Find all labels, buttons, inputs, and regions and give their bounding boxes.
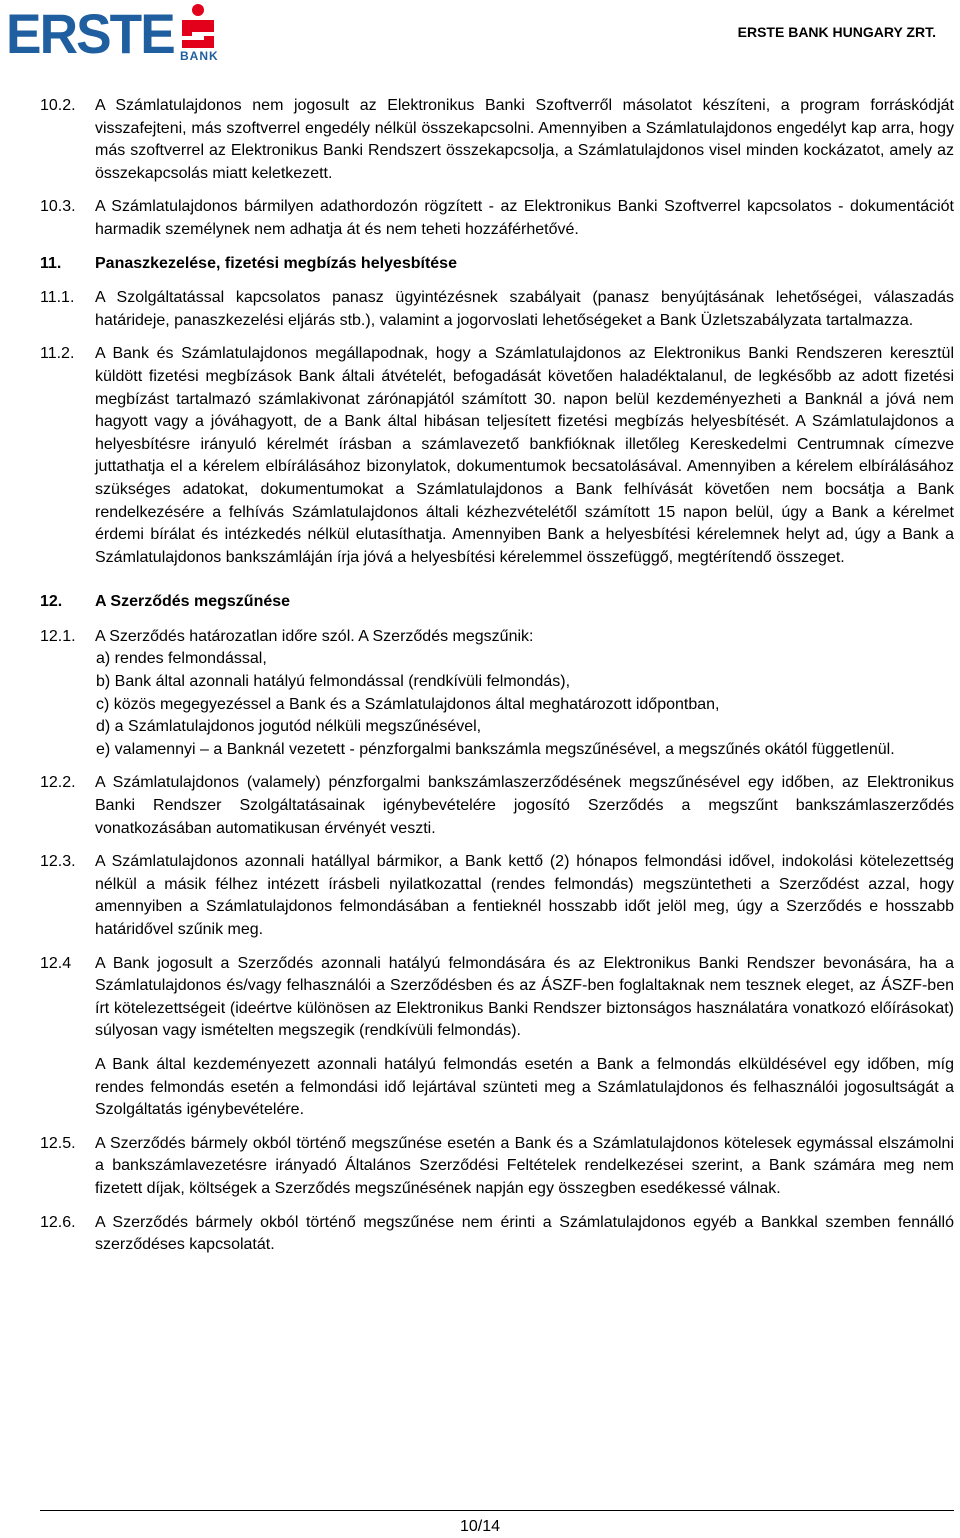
heading-title: A Szerződés megszűnése bbox=[95, 593, 291, 611]
clause-text: A Számlatulajdonos azonnali hatállyal bármikor, a Bank kettő (2) hónapos felmondási idővel, indokolási kötelezettség nélkül a másik félhez intézett írásbeli nyilatkozattal (rendes felmondás) megszüntetheti a Szerződést azzal, hogy amennyiben a Számlatulajdonos felmondásában a fentieknél hosszabb időt jelöl meg, úgy a Szerződés e hosszabb határidővel szűnik meg. bbox=[95, 853, 954, 938]
clause-12-6 bbox=[40, 1212, 954, 1257]
footer-divider bbox=[40, 1510, 954, 1511]
list-item: c) közös megegyezéssel a Bank és a Számlatulajdonos által meghatározott időpontban, bbox=[96, 695, 720, 713]
clause-text: A Számlatulajdonos nem jogosult az Elektronikus Banki Szoftverről másolatot készíteni, a program forráskódját visszafejteni, más szoftverrel engedély nélkül összekapcsolni. Amennyiben a Számlatulajdonos engedélyt kap arra, hogy más szoftverrel az Elektronikus Banki Rendszert összekapcsolja, a Számlatulajdonos visel minden kockázatot, amely az összekapcsolás miatt keletkezett. bbox=[95, 97, 954, 182]
logo-bank-label: BANK bbox=[180, 49, 219, 63]
logo-wordmark: ERSTE bbox=[6, 2, 174, 65]
clause-12-1 bbox=[40, 626, 954, 762]
clause-11-1 bbox=[40, 287, 954, 332]
clause-intro: A Szerződés határozatlan időre szól. A Szerződés megszűnik: bbox=[95, 627, 534, 645]
clause-text: A Szolgáltatással kapcsolatos panasz ügyintézésnek szabályait (panasz benyújtásának lehetőségei, válaszadás határideje, panaszkezelési eljárás stb.), valamint a jogorvoslati lehetőségeket a Bank Üzletszabályzata tartalmazza. bbox=[95, 289, 954, 329]
clause-text: A Szerződés bármely okból történő megszűnése nem érinti a Számlatulajdonos egyéb a Bankkal szemben fennálló szerződéses kapcsolatát. bbox=[95, 1213, 954, 1254]
clause-number: 11.1. bbox=[40, 289, 75, 307]
section-heading-11 bbox=[40, 253, 954, 276]
clause-10-3 bbox=[40, 196, 954, 241]
clause-number: 12.5. bbox=[40, 1134, 76, 1152]
clause-text: A Számlatulajdonos bármilyen adathordozón rögzített - az Elektronikus Banki Szoftverrel kapcsolatos - dokumentációt harmadik személynek nem adhatja át és nem teheti hozzáférhetővé. bbox=[95, 198, 954, 238]
clause-number: 10.2. bbox=[40, 97, 76, 114]
clause-text: A Számlatulajdonos (valamely) pénzforgalmi bankszámlaszerződésének megszűnésével egy időben, az Elektronikus Banki Rendszer Szolgáltatásainak igénybevételére jogosító Szerződés a megszűnt bankszámlaszerződés vonatkozásában automatikusan érvényét veszti. bbox=[95, 774, 954, 837]
clause-number: 12.4 bbox=[40, 954, 72, 972]
clause-11-2 bbox=[40, 343, 954, 569]
clause-12-4 bbox=[40, 953, 954, 1043]
list-item: a) rendes felmondással, bbox=[96, 650, 267, 668]
clause-text: A Bank és Számlatulajdonos megállapodnak, hogy a Számlatulajdonos az Elektronikus Banki Rendszeren keresztül küldött fizetési megbízások Bank általi átvételét, befogadását követően haladéktalanul, de legkésőbb az adott fizetési megbízást tartalmazó számlakivonat zárónapjától számított 30. napon belül kezdeményezheti a Banknál a jóvá nem hagyott vagy a jóváhagyott, de a Bank által hibásan teljesített fizetési megbízás helyesbítését. A Számlatulajdonos a helyesbítésre irányuló kérelmét írásban a számlavezető bankfióknak illetőleg Kereskedelmi Centrumnak címezve juttathatja el a kérelem elbírálásához bizonylatok, dokumentumok becsatolásával. Amennyiben a kérelem elbírálásához szükséges adatokat, dokumentumokat a Számlatulajdonos a Bank felhívását követően nem bocsátja a Bank rendelkezésére a felhívás Számlatulajdonos általi kézhezvételétől számított 15 napon belül, úgy a Bank a kérelmet érdemi bírálat és intézkedés nélkül elutasíthatja. Amennyiben Bank a helyesbítési kérelemnek helyt ad, úgy a Bank a Számlatulajdonos bankszámláján írja jóvá a helyesbítési kérelemmel összefüggő, megtérítendő összeget. bbox=[95, 345, 954, 566]
list-item: d) a Számlatulajdonos jogutód nélküli megszűnésével, bbox=[96, 718, 482, 736]
clause-number: 10.3. bbox=[40, 198, 76, 216]
clause-number: 11.2. bbox=[40, 345, 75, 363]
clause-number: 12.1. bbox=[40, 627, 76, 645]
company-name: ERSTE BANK HUNGARY ZRT. bbox=[737, 24, 936, 40]
clause-number: 12.3. bbox=[40, 853, 76, 871]
clause-10-2 bbox=[40, 95, 954, 185]
section-heading-12 bbox=[40, 591, 954, 614]
clause-12-5 bbox=[40, 1133, 954, 1201]
clause-text bbox=[95, 626, 954, 762]
heading-number: 11. bbox=[40, 254, 62, 272]
document-body bbox=[40, 95, 954, 1268]
clause-12-3 bbox=[40, 851, 954, 941]
heading-title: Panaszkezelése, fizetési megbízás helyesbítése bbox=[95, 254, 457, 272]
clause-number: 12.2. bbox=[40, 774, 76, 792]
clause-text: A Bank jogosult a Szerződés azonnali hatályú felmondására és az Elektronikus Banki Rendszer bevonására, ha a Számlatulajdonos és/vagy felhasználói a Szerződésben és az ÁSZF-ben foglaltaknak nem tesznek eleget, az ÁSZF-ben írt kötelezettségeit (ideértve különösen az Elektronikus Banki Rendszer biztonságos használatára vonatkozó előírásokat) súlyosan vagy ismételten megszegik (rendkívüli felmondás). bbox=[95, 954, 954, 1040]
clause-12-2 bbox=[40, 772, 954, 840]
page-number: 10/14 bbox=[459, 1518, 501, 1535]
heading-number: 12. bbox=[40, 593, 63, 611]
termination-list bbox=[95, 648, 954, 761]
erste-logo bbox=[6, 2, 183, 65]
list-item: e) valamennyi – a Banknál vezetett - pénzforgalmi bankszámla megszűnésével, a megszűnés okától függetlenül. bbox=[96, 740, 895, 758]
clause-number: 12.6. bbox=[40, 1213, 76, 1231]
clause-12-4-paragraph-2: A Bank által kezdeményezett azonnali hatályú felmondás esetén a Bank a felmondás elküldésével egy időben, míg rendes felmondás esetén a felmondási idő lejártával szünteti meg a Számlatulajdonos és felhasználói jogosultságát a Szolgáltatás igénybevételére. bbox=[95, 1055, 954, 1119]
clause-text: A Szerződés bármely okból történő megszűnése esetén a Bank és a Számlatulajdonos kötelesek egymással elszámolni a bankszámlavezetésre irányadó Általános Szerződési Feltételek rendelkezései szerint, a Bank számára meg nem fizetett díjak, költségek a Szerződés megszűnésének napján egy összegben esedékessé válnak. bbox=[95, 1134, 954, 1197]
list-item: b) Bank által azonnali hatályú felmondással (rendkívüli felmondás), bbox=[96, 673, 571, 691]
